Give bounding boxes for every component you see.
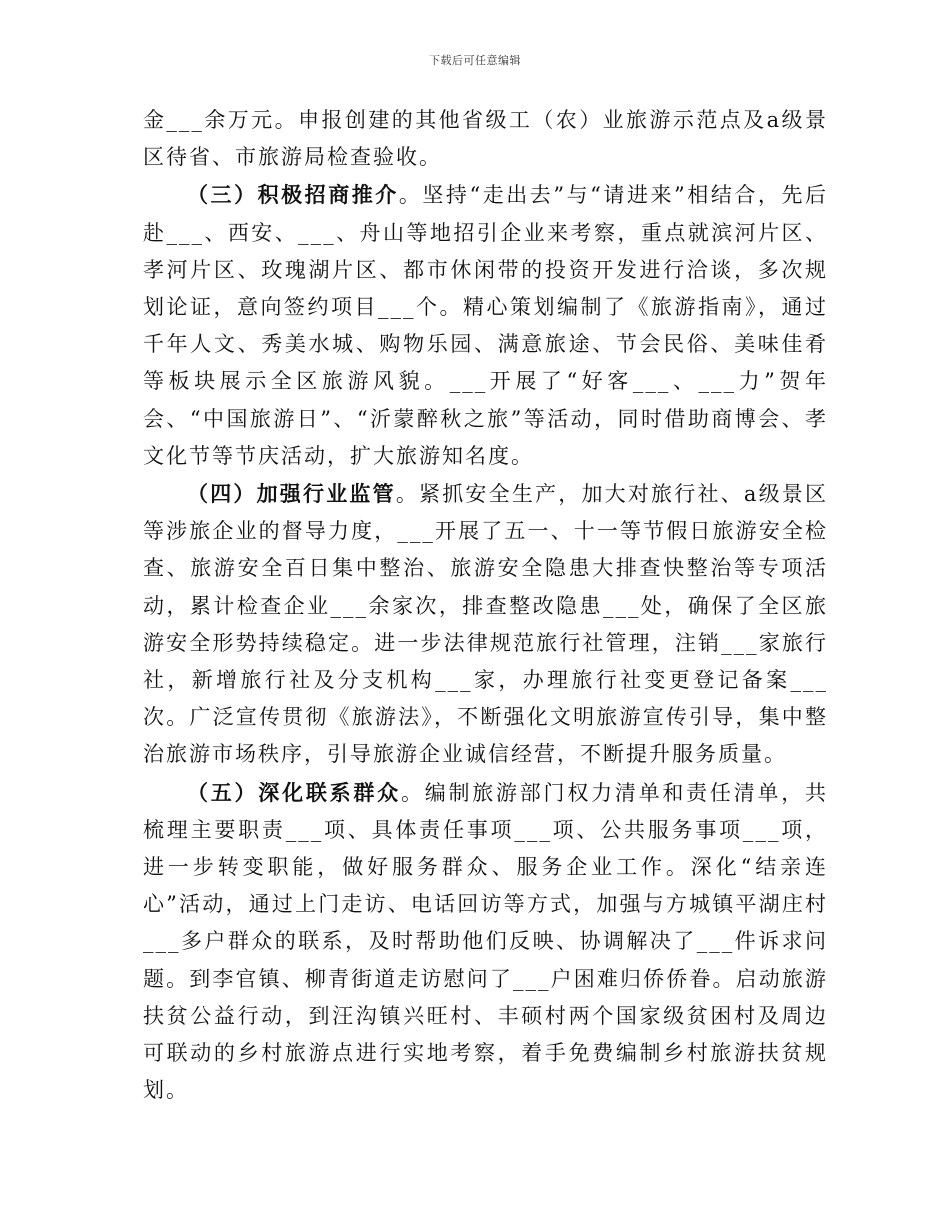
paragraph-continuation xyxy=(143,102,828,176)
paragraph-text: 。编制旅游部门权力清单和责任清单，共梳理主要职责___项、具体责任事项___项、公共服务事项___项，进一步转变职能，做好服务群众、服务企业工作。深化“结亲连心”活动，通过上门走访、电话回访等方式，加强与方城镇平湖庄村___多户群众的联系，及时帮助他们反映、协调解决了___件诉求问题。到李官镇、柳青街道走访慰问了___户困难归侨侨眷。启动旅游扶贫公益行动，到汪沟镇兴旺村、丰硕村两个国家级贫困村及周边可联动的乡村旅游点进行实地考察，着手免费编制乡村旅游扶贫规划。 xyxy=(143,780,829,1103)
paragraph-text: 。坚持“走出去”与“请进来”相结合，先后赴___、西安、___、舟山等地招引企业来考察，重点就滨河片区、孝河片区、玫瑰湖片区、都市休闲带的投资开发进行洽谈，多次规划论证，意向签约项目___个。精心策划编制了《旅游指南》，通过千年人文、秀美水城、购物乐园、满意旅途、节会民俗、美味佳肴等板块展示全区旅游风貌。___开展了“好客___、___力”贺年会、“中国旅游日”、“沂蒙醉秋之旅”等活动，同时借助商博会、孝文化节等节庆活动，扩大旅游知名度。 xyxy=(143,183,828,468)
document-body xyxy=(143,102,828,1109)
paragraph-text: 金___余万元。申报创建的其他省级工（农）业旅游示范点及a级景区待省、市旅游局检查验收。 xyxy=(143,108,828,170)
paragraph-text: 。紧抓安全生产，加大对旅行社、a级景区等涉旅企业的督导力度，___开展了五一、十一等节假日旅游安全检查、旅游安全百日集中整治、旅游安全隐患大排查快整治等专项活动，累计检查企业___余家次，排查整改隐患___处，确保了全区旅游安全形势持续稳定。进一步法律规范旅行社管理，注销___家旅行社，新增旅行社及分支机构___家，办理旅行社变更登记备案___次。广泛宣传贯彻《旅游法》，不断强化文明旅游宣传引导，集中整治旅游市场秩序，引导旅游企业诚信经营，不断提升服务质量。 xyxy=(143,482,828,767)
page-header: 下载后可任意编辑 xyxy=(429,54,521,67)
section-heading: （五）深化联系群众 xyxy=(187,779,401,805)
paragraph-section-5 xyxy=(143,774,828,1110)
section-heading: （三）积极招商推介 xyxy=(187,182,399,208)
paragraph-section-3 xyxy=(143,176,828,475)
section-heading: （四）加强行业监管 xyxy=(187,481,396,507)
paragraph-section-4 xyxy=(143,475,828,774)
